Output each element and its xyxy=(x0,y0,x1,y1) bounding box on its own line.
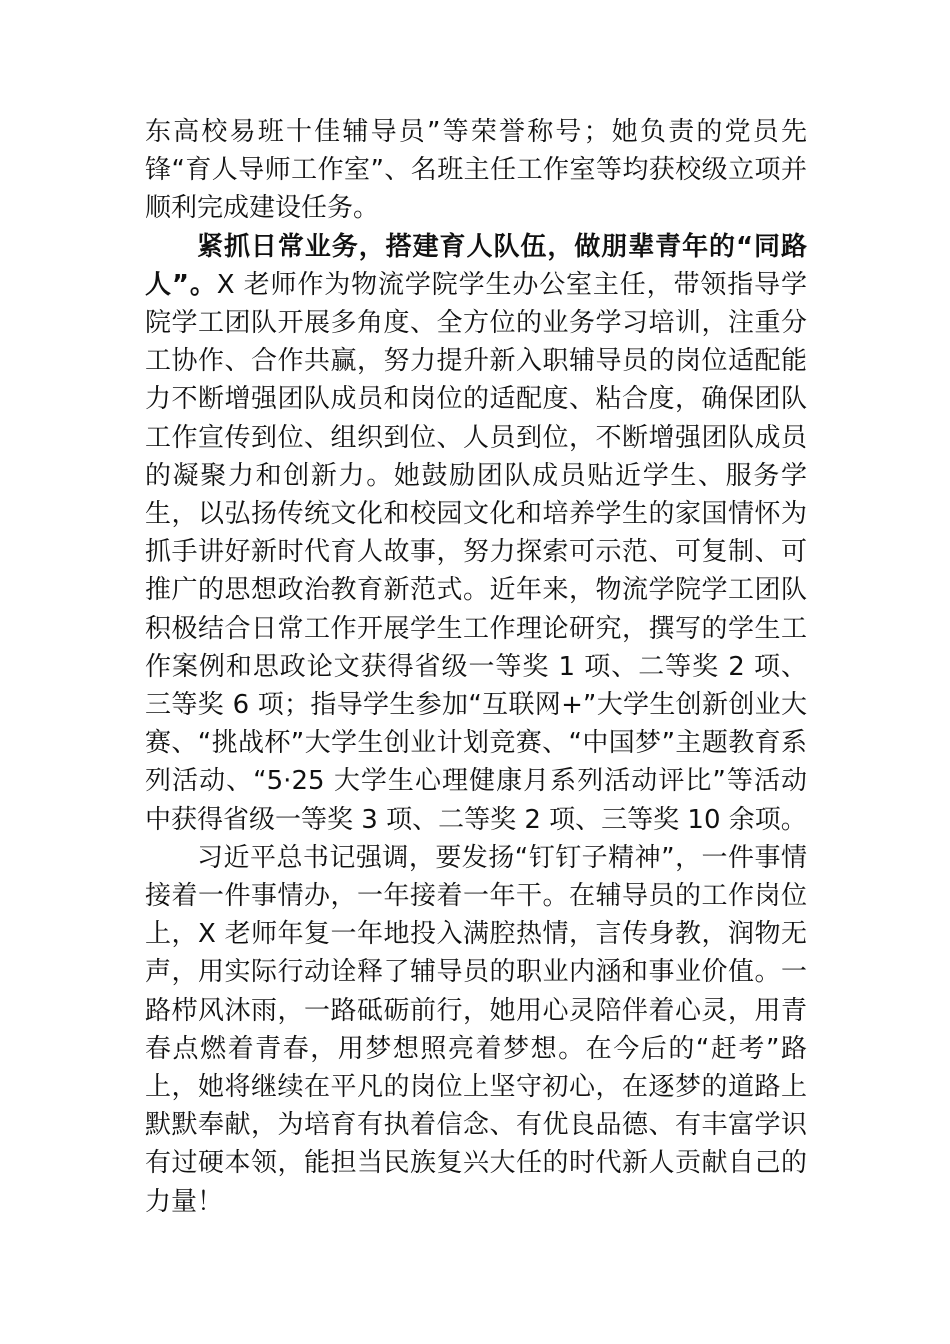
paragraph-text: 习近平总书记强调，要发扬“钉钉子精神”，一件事情接着一件事情办，一年接着一年干。在辅导员的工作岗位上，X 老师年复一年地投入满腔热情，言传身教，润物无声，用实际行动诠释了辅导员的职业内涵和事业价值。一路栉风沐雨，一路砥砺前行，她用心灵陪伴着心灵，用青春点燃着青春，用梦想照亮着梦想。在今后的“赶考”路上，她将继续在平凡的岗位上坚守初心，在逐梦的道路上默默奉献，为培育有执着信念、有优良品德、有丰富学识有过硬本领，能担当民族复兴大任的时代新人贡献自己的力量！ xyxy=(145,842,807,1217)
document-body xyxy=(145,113,807,1221)
paragraph-text: 东高校易班十佳辅导员”等荣誉称号；她负责的党员先锋“育人导师工作室”、名班主任工作室等均获校级立项并顺利完成建设任务。 xyxy=(145,117,807,224)
paragraph-heading: 紧抓日常业务，搭建育人队伍，做朋辈青年的“同路人”。 xyxy=(145,231,807,300)
paragraph-conclusion xyxy=(145,839,807,1221)
paragraph-text: X 老师作为物流学院学生办公室主任，带领指导学院学工团队开展多角度、全方位的业务学习培训，注重分工协作、合作共赢，努力提升新入职辅导员的岗位适配能力不断增强团队成员和岗位的适配度、粘合度，确保团队工作宣传到位、组织到位、人员到位，不断增强团队成员的凝聚力和创新力。她鼓励团队成员贴近学生、服务学生，以弘扬传统文化和校园文化和培养学生的家国情怀为抓手讲好新时代育人故事，努力探索可示范、可复制、可推广的思想政治教育新范式。近年来，物流学院学工团队积极结合日常工作开展学生工作理论研究，撰写的学生工作案例和思政论文获得省级一等奖 1 项、二等奖 2 项、三等奖 6 项；指导学生参加“互联网+”大学生创新创业大赛、“挑战杯”大学生创业计划竞赛、“中国梦”主题教育系列活动、“5·25 大学生心理健康月系列活动评比”等活动中获得省级一等奖 3 项、二等奖 2 项、三等奖 10 余项。 xyxy=(145,269,808,835)
paragraph-continuation xyxy=(145,113,807,228)
paragraph-team-building xyxy=(145,228,807,839)
